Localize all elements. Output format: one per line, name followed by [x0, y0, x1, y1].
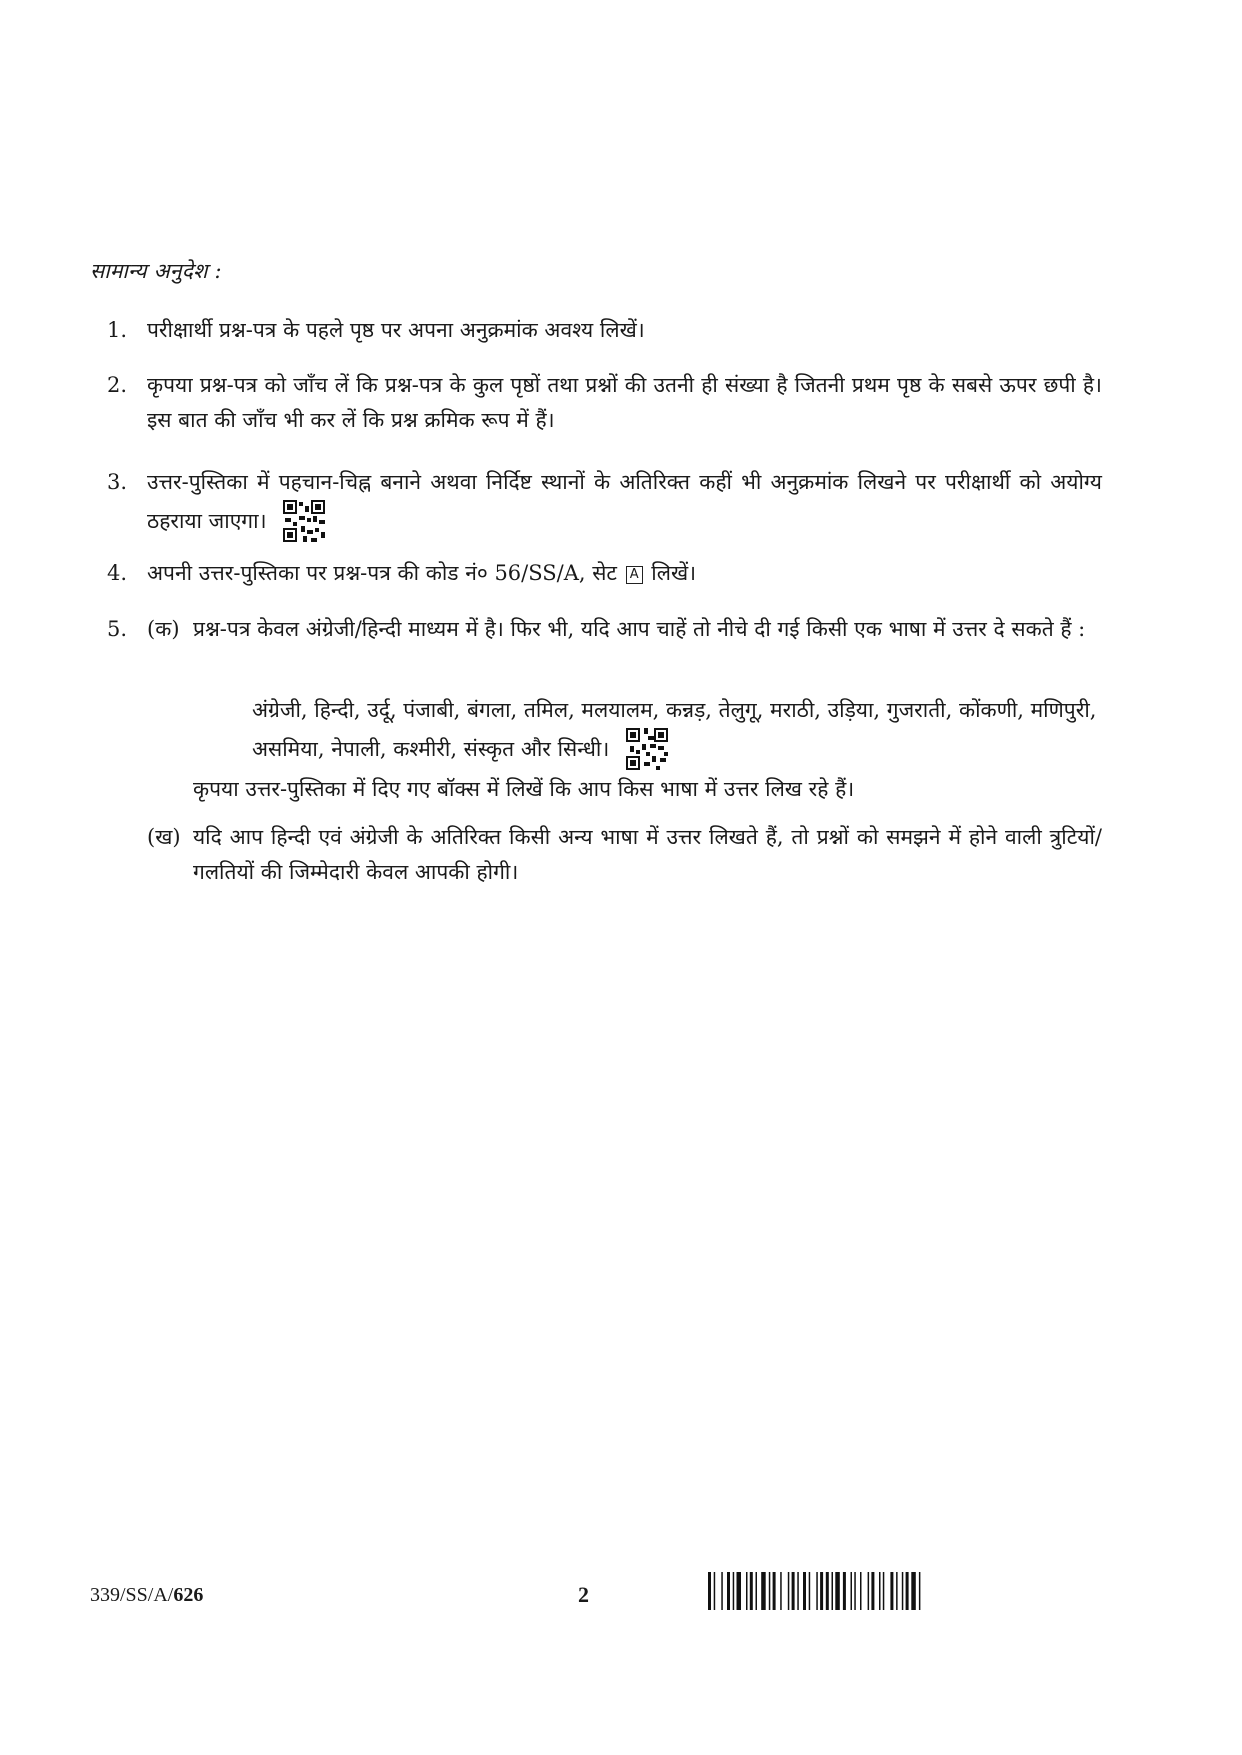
barcode-bar	[843, 1572, 846, 1610]
barcode-bar	[773, 1572, 776, 1610]
barcode-bar	[727, 1572, 730, 1610]
paper-code-suffix: 626	[173, 1584, 204, 1606]
instruction-text: कृपया प्रश्न-पत्र को जाँच लें कि प्रश्न-पत्र के कुल पृष्ठों तथा प्रश्नों की उतनी ही संख्या है जितनी प्रथम पृष्ठ के सबसे ऊपर छपी है। इस बात की जाँच भी कर लें कि प्रश्न क्रमिक रूप में हैं।	[147, 373, 1102, 432]
qr-code-icon	[626, 728, 668, 770]
paper-code	[90, 1584, 203, 1607]
instruction-5-sub-b	[147, 820, 1102, 890]
instruction-3	[107, 465, 1102, 542]
instruction-number: 4.	[107, 561, 128, 585]
barcode-bar	[835, 1572, 840, 1610]
barcode-bar	[803, 1572, 806, 1610]
barcode-bar	[809, 1572, 811, 1610]
barcode-bar	[761, 1572, 766, 1610]
qr-code-icon	[283, 500, 325, 542]
barcode-bar	[733, 1572, 735, 1610]
barcode-bar	[756, 1572, 758, 1610]
sub-item-text: प्रश्न-पत्र केवल अंग्रेजी/हिन्दी माध्यम में है। फिर भी, यदि आप चाहें तो नीचे दी गई किसी एक भाषा में उत्तर दे सकते हैं :	[193, 617, 1086, 641]
instruction-number: 3.	[107, 470, 128, 494]
barcode-bar	[860, 1572, 862, 1610]
instruction-text: उत्तर-पुस्तिका में पहचान-चिह्न बनाने अथवा निर्दिष्ट स्थानों के अतिरिक्त कहीं भी अनुक्रमांक लिखने पर परीक्षार्थी को अयोग्य ठहराया जाएगा।	[147, 470, 1102, 533]
barcode-bar	[906, 1572, 909, 1610]
instruction-5-sub-a	[147, 612, 1102, 647]
language-list-wrap	[252, 693, 1102, 770]
paper-code-prefix: 339/SS/A/	[90, 1584, 174, 1606]
barcode-bar	[820, 1572, 823, 1610]
instruction-number: 5.	[107, 617, 128, 641]
barcode-bar	[721, 1572, 723, 1610]
barcode-bar	[879, 1572, 881, 1610]
barcode-bar	[714, 1572, 716, 1610]
barcode-bar	[896, 1572, 898, 1610]
instruction-number: 1.	[107, 318, 128, 342]
barcode-bar	[919, 1572, 921, 1610]
general-instructions-heading: सामान्य अनुदेश :	[90, 259, 222, 283]
barcode-bar	[708, 1572, 711, 1610]
barcode-bar	[826, 1572, 829, 1610]
barcode-bar	[746, 1572, 748, 1610]
instruction-text-wrap	[147, 556, 1102, 591]
barcode-bar	[780, 1572, 782, 1610]
barcode-bar	[797, 1572, 799, 1610]
barcode-bar	[769, 1572, 771, 1610]
page-number: 2	[578, 1582, 589, 1607]
instruction-number: 2.	[107, 373, 128, 397]
instruction-2	[107, 368, 1102, 438]
barcode-bar	[902, 1572, 904, 1610]
barcode-bar	[816, 1572, 818, 1610]
instruction-text-wrap	[147, 465, 1102, 542]
barcode-bar	[868, 1572, 870, 1610]
sub-item-text: यदि आप हिन्दी एवं अंग्रेजी के अतिरिक्त किसी अन्य भाषा में उत्तर लिखते हैं, तो प्रश्नों को समझने में होने वाली त्रुटियों/गलतियों की जिम्मेदारी केवल आपकी होगी।	[193, 825, 1102, 884]
barcode-bar	[851, 1572, 853, 1610]
sub-item-label: (ख)	[147, 825, 181, 849]
instruction-1	[107, 313, 1102, 348]
barcode-bar	[788, 1572, 790, 1610]
set-letter-box: A	[626, 566, 643, 584]
language-box-note: कृपया उत्तर-पुस्तिका में दिए गए बॉक्स में लिखें कि आप किस भाषा में उत्तर लिख रहे हैं।	[193, 777, 855, 801]
sub-item-label: (क)	[147, 617, 180, 641]
language-list: अंग्रेजी, हिन्दी, उर्दू, पंजाबी, बंगला, तमिल, मलयालम, कन्नड़, तेलुगू, मराठी, उड़िया, गुजराती, कोंकणी, मणिपुरी, असमिया, नेपाली, कश्मीरी, संस्कृत और सिन्धी।	[252, 698, 1097, 761]
barcode-icon	[708, 1572, 1008, 1610]
barcode-bar	[750, 1572, 753, 1610]
barcode-bar	[832, 1572, 834, 1610]
barcode-bar	[792, 1572, 795, 1610]
barcode-bar	[883, 1572, 885, 1610]
instruction-4	[107, 556, 1102, 591]
barcode-bar	[737, 1572, 742, 1610]
barcode-bar	[854, 1572, 856, 1610]
instruction-text: परीक्षार्थी प्रश्न-पत्र के पहले पृष्ठ पर अपना अनुक्रमांक अवश्य लिखें।	[147, 318, 645, 342]
instruction-text: अपनी उत्तर-पुस्तिका पर प्रश्न-पत्र की कोड नं० 56/SS/A, सेट	[147, 561, 618, 585]
barcode-bar	[911, 1572, 916, 1610]
instruction-text-end: लिखें।	[651, 561, 697, 585]
barcode-bar	[871, 1572, 874, 1610]
barcode-bar	[890, 1572, 893, 1610]
